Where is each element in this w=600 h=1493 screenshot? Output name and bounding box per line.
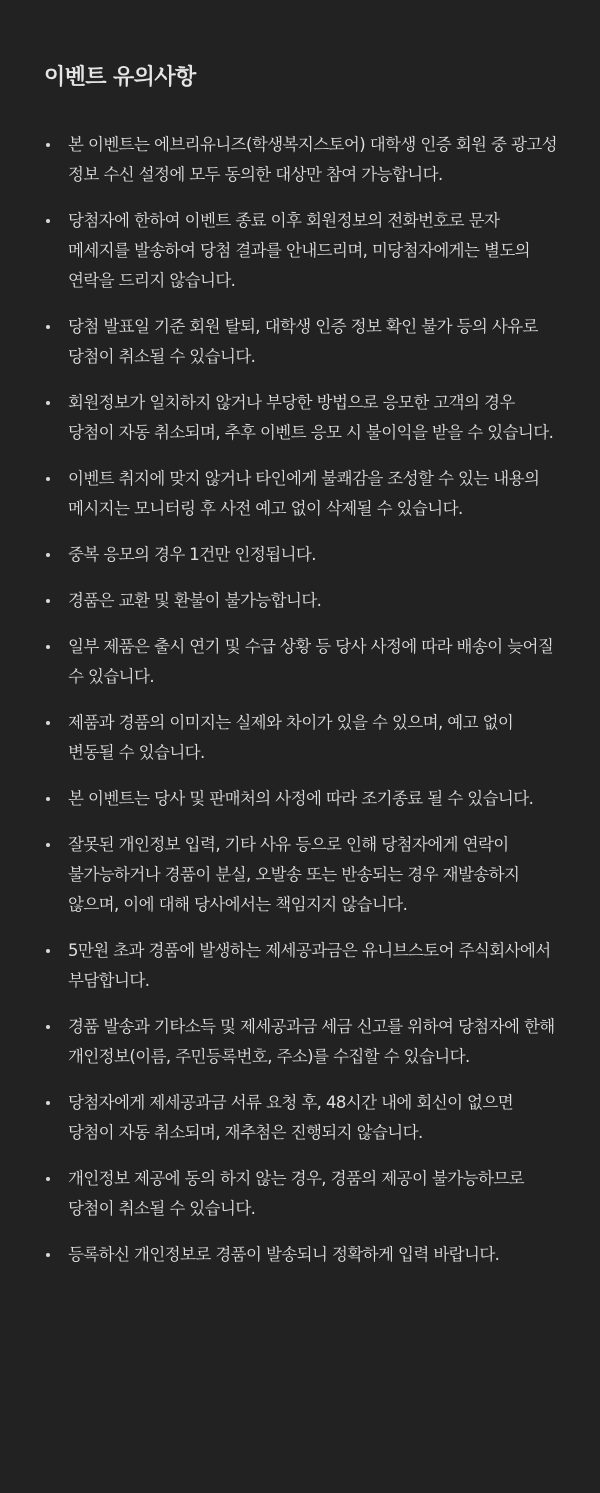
notice-item <box>44 1012 558 1072</box>
notice-list <box>44 130 558 1270</box>
notice-item-text: 등록하신 개인정보로 경품이 발송되니 정확하게 입력 바랍니다. <box>68 1245 500 1264</box>
notice-item <box>44 1088 558 1148</box>
bullet-icon <box>46 721 50 725</box>
notice-item <box>44 632 558 692</box>
notice-item-text: 일부 제품은 출시 연기 및 수급 상황 등 당사 사정에 따라 배송이 늦어질 수 있습니다. <box>68 637 554 686</box>
notice-item <box>44 936 558 996</box>
notice-item-text: 경품은 교환 및 환불이 불가능합니다. <box>68 591 322 610</box>
notice-item-text: 본 이벤트는 에브리유니즈(학생복지스토어) 대학생 인증 회원 중 광고성 정보 수신 설정에 모두 동의한 대상만 참여 가능합니다. <box>68 135 558 184</box>
notice-item-text: 당첨자에 한하여 이벤트 종료 이후 회원정보의 전화번호로 문자 메세지를 발송하여 당첨 결과를 안내드리며, 미당첨자에게는 별도의 연락을 드리지 않습니다. <box>68 211 531 290</box>
notice-item <box>44 586 558 616</box>
notice-item-text: 5만원 초과 경품에 발생하는 제세공과금은 유니브스토어 주식회사에서 부담합니다. <box>68 941 551 990</box>
notice-item-text: 경품 발송과 기타소득 및 제세공과금 세금 신고를 위하여 당첨자에 한해 개인정보(이름, 주민등록번호, 주소)를 수집할 수 있습니다. <box>68 1017 555 1066</box>
bullet-icon <box>46 143 50 147</box>
notice-item-text: 회원정보가 일치하지 않거나 부당한 방법으로 응모한 고객의 경우 당첨이 자동 취소되며, 추후 이벤트 응모 시 불이익을 받을 수 있습니다. <box>68 393 554 442</box>
notice-item-text: 제품과 경품의 이미지는 실제와 차이가 있을 수 있으며, 예고 없이 변동될 수 있습니다. <box>68 713 514 762</box>
notice-item <box>44 130 558 190</box>
bullet-icon <box>46 1101 50 1105</box>
bullet-icon <box>46 1177 50 1181</box>
bullet-icon <box>46 477 50 481</box>
bullet-icon <box>46 553 50 557</box>
bullet-icon <box>46 797 50 801</box>
notice-item-text: 중복 응모의 경우 1건만 인정됩니다. <box>68 545 316 564</box>
bullet-icon <box>46 219 50 223</box>
bullet-icon <box>46 1025 50 1029</box>
bullet-icon <box>46 1253 50 1257</box>
notice-item <box>44 1164 558 1224</box>
notice-item <box>44 464 558 524</box>
notice-item <box>44 1240 558 1270</box>
notice-item-text: 잘못된 개인정보 입력, 기타 사유 등으로 인해 당첨자에게 연락이 불가능하거나 경품이 분실, 오발송 또는 반송되는 경우 재발송하지 않으며, 이에 대해 당사에서는 책임지지 않습니다. <box>68 835 520 914</box>
notice-item-text: 당첨 발표일 기준 회원 탈퇴, 대학생 인증 정보 확인 불가 등의 사유로 당첨이 취소될 수 있습니다. <box>68 317 538 366</box>
notice-item-text: 개인정보 제공에 동의 하지 않는 경우, 경품의 제공이 불가능하므로 당첨이 취소될 수 있습니다. <box>68 1169 524 1218</box>
notice-title: 이벤트 유의사항 <box>44 65 196 90</box>
bullet-icon <box>46 401 50 405</box>
bullet-icon <box>46 645 50 649</box>
bullet-icon <box>46 325 50 329</box>
notice-item-text: 이벤트 취지에 맞지 않거나 타인에게 불쾌감을 조성할 수 있는 내용의 메시지는 모니터링 후 사전 예고 없이 삭제될 수 있습니다. <box>68 469 540 518</box>
notice-item <box>44 540 558 570</box>
notice-item <box>44 830 558 920</box>
notice-item-text: 당첨자에게 제세공과금 서류 요청 후, 48시간 내에 회신이 없으면 당첨이 자동 취소되며, 재추첨은 진행되지 않습니다. <box>68 1093 514 1142</box>
bullet-icon <box>46 949 50 953</box>
notice-item <box>44 708 558 768</box>
notice-item <box>44 206 558 296</box>
notice-item <box>44 312 558 372</box>
bullet-icon <box>46 843 50 847</box>
notice-item <box>44 784 558 814</box>
notice-item-text: 본 이벤트는 당사 및 판매처의 사정에 따라 조기종료 될 수 있습니다. <box>68 789 534 808</box>
notice-item <box>44 388 558 448</box>
bullet-icon <box>46 599 50 603</box>
